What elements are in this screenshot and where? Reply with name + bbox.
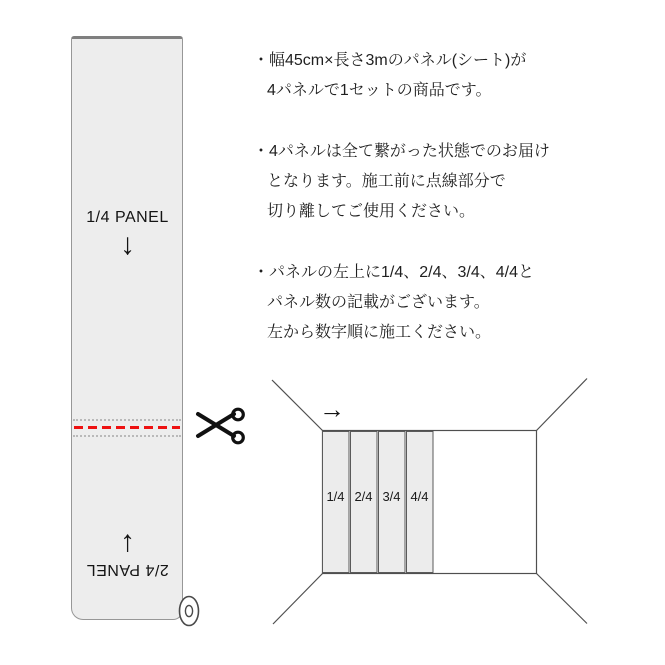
note-1-line-1: ・幅45cm×長さ3mのパネル(シート)が (253, 52, 527, 69)
wall-strip-label-4: 4/4 (410, 489, 429, 504)
up-arrow-icon: ↑ (120, 525, 135, 558)
wall-strip-label-3: 3/4 (382, 489, 401, 504)
roll-end-icon (180, 597, 199, 626)
note-2 (253, 137, 653, 227)
product-notes (253, 46, 653, 379)
sheet-bottom-label: 2/4 PANEL (86, 561, 169, 578)
wall-strip-label-1: 1/4 (326, 489, 345, 504)
scissors-icon (198, 409, 243, 443)
right-arrow-icon: → (319, 394, 345, 424)
note-1-line-2: 4パネルで1セットの商品です。 (267, 82, 492, 99)
note-1 (253, 46, 653, 106)
note-3 (253, 258, 653, 348)
note-2-line-1: ・4パネルは全て繋がった状態でのお届け (253, 143, 550, 160)
note-3-line-2: パネル数の記載がございます。 (267, 294, 490, 311)
note-2-line-2: となります。施工前に点線部分で (267, 173, 506, 190)
sheet-top-label: 1/4 PANEL (86, 209, 169, 226)
note-3-line-3: 左から数字順に施工ください。 (267, 324, 492, 341)
wall-strip-label-2: 2/4 (354, 489, 373, 504)
note-2-line-3: 切り離してご使用ください。 (267, 203, 476, 220)
note-3-line-1: ・パネルの左上に1/4、2/4、3/4、4/4と (253, 264, 534, 281)
down-arrow-icon: ↓ (120, 228, 135, 261)
